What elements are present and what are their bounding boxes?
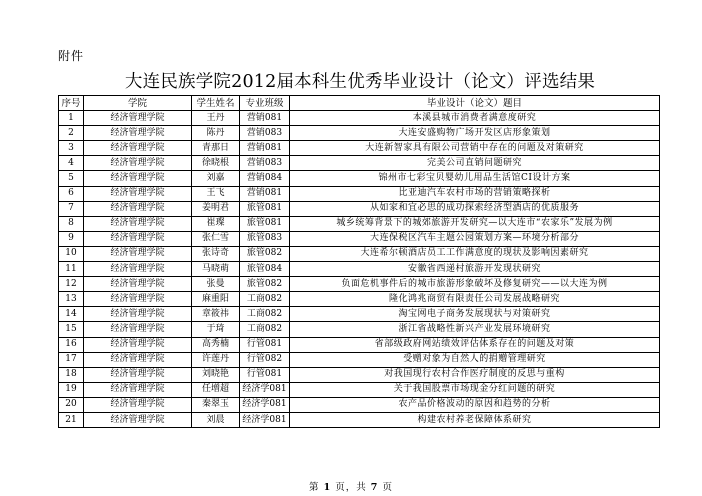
cell-no: 13 xyxy=(59,292,84,307)
cell-no: 1 xyxy=(59,111,84,126)
cell-no: 7 xyxy=(59,201,84,216)
footer-current-page: 1 xyxy=(323,482,332,493)
cell-topic: 锦州市七彩宝贝婴幼儿用品生活馆CI设计方案 xyxy=(290,171,660,186)
cell-topic: 对我国现行农村合作医疗制度的反思与重构 xyxy=(290,367,660,382)
cell-no: 15 xyxy=(59,322,84,337)
table-row xyxy=(59,277,660,292)
results-table xyxy=(58,95,660,428)
cell-college: 经济管理学院 xyxy=(84,126,192,141)
cell-topic: 淘宝网电子商务发展现状与对策研究 xyxy=(290,307,660,322)
cell-class: 行管082 xyxy=(240,352,290,367)
cell-student: 王飞 xyxy=(192,186,240,201)
cell-no: 10 xyxy=(59,246,84,261)
attachment-label: 附件 xyxy=(58,49,85,63)
cell-no: 19 xyxy=(59,382,84,397)
cell-college: 经济管理学院 xyxy=(84,367,192,382)
table-row xyxy=(59,231,660,246)
cell-class: 工商082 xyxy=(240,307,290,322)
header-student: 学生姓名 xyxy=(192,96,240,111)
cell-no: 3 xyxy=(59,141,84,156)
table-row xyxy=(59,292,660,307)
table-row xyxy=(59,337,660,352)
cell-class: 行管081 xyxy=(240,337,290,352)
cell-class: 营销081 xyxy=(240,141,290,156)
cell-class: 营销081 xyxy=(240,186,290,201)
cell-class: 旅管083 xyxy=(240,231,290,246)
cell-no: 6 xyxy=(59,186,84,201)
table-row xyxy=(59,171,660,186)
cell-class: 旅管082 xyxy=(240,246,290,261)
cell-college: 经济管理学院 xyxy=(84,111,192,126)
cell-college: 经济管理学院 xyxy=(84,262,192,277)
cell-topic: 大连保税区汽车主题公园策划方案—环境分析部分 xyxy=(290,231,660,246)
cell-topic: 安徽省西递村旅游开发现状研究 xyxy=(290,262,660,277)
table-row xyxy=(59,352,660,367)
cell-no: 8 xyxy=(59,216,84,231)
table-row xyxy=(59,156,660,171)
table-row xyxy=(59,186,660,201)
cell-college: 经济管理学院 xyxy=(84,141,192,156)
cell-topic: 隆化鸿兆商贸有限责任公司发展战略研究 xyxy=(290,292,660,307)
cell-student: 于琦 xyxy=(192,322,240,337)
cell-topic: 完美公司直销问题研究 xyxy=(290,156,660,171)
cell-no: 2 xyxy=(59,126,84,141)
table-body xyxy=(59,111,660,428)
cell-topic: 负面危机事件后的城市旅游形象破坏及修复研究——以大连为例 xyxy=(290,277,660,292)
cell-class: 旅管084 xyxy=(240,262,290,277)
cell-student: 任增超 xyxy=(192,382,240,397)
cell-college: 经济管理学院 xyxy=(84,216,192,231)
cell-class: 行管081 xyxy=(240,367,290,382)
cell-student: 麻重阳 xyxy=(192,292,240,307)
table-row xyxy=(59,216,660,231)
cell-college: 经济管理学院 xyxy=(84,186,192,201)
cell-no: 20 xyxy=(59,397,84,412)
cell-student: 秦翠玉 xyxy=(192,397,240,412)
table-row xyxy=(59,307,660,322)
cell-student: 姜明君 xyxy=(192,201,240,216)
cell-class: 营销084 xyxy=(240,171,290,186)
cell-class: 营销083 xyxy=(240,156,290,171)
cell-college: 经济管理学院 xyxy=(84,337,192,352)
cell-no: 4 xyxy=(59,156,84,171)
document-title: 大连民族学院2012届本科生优秀毕业设计（论文）评选结果 xyxy=(124,72,596,92)
header-no: 序号 xyxy=(59,96,84,111)
cell-class: 旅管082 xyxy=(240,277,290,292)
cell-no: 16 xyxy=(59,337,84,352)
footer-middle: 页，共 xyxy=(335,482,367,493)
footer-total-pages: 7 xyxy=(370,482,379,493)
cell-class: 经济学081 xyxy=(240,412,290,427)
cell-class: 营销083 xyxy=(240,126,290,141)
table-row xyxy=(59,126,660,141)
table-row xyxy=(59,246,660,261)
cell-college: 经济管理学院 xyxy=(84,201,192,216)
table-row xyxy=(59,141,660,156)
cell-college: 经济管理学院 xyxy=(84,397,192,412)
cell-no: 9 xyxy=(59,231,84,246)
cell-student: 刘嘉 xyxy=(192,171,240,186)
cell-no: 21 xyxy=(59,412,84,427)
cell-no: 17 xyxy=(59,352,84,367)
page-footer xyxy=(0,479,702,493)
cell-topic: 农产品价格波动的原因和趋势的分析 xyxy=(290,397,660,412)
cell-college: 经济管理学院 xyxy=(84,277,192,292)
cell-no: 11 xyxy=(59,262,84,277)
table-row xyxy=(59,412,660,427)
cell-student: 崔璨 xyxy=(192,216,240,231)
cell-class: 旅管081 xyxy=(240,201,290,216)
cell-college: 经济管理学院 xyxy=(84,352,192,367)
cell-student: 张仁雪 xyxy=(192,231,240,246)
cell-topic: 比亚迪汽车农村市场的营销策略探析 xyxy=(290,186,660,201)
cell-class: 旅管081 xyxy=(240,216,290,231)
header-topic: 毕业设计（论文）题目 xyxy=(290,96,660,111)
cell-student: 许莲丹 xyxy=(192,352,240,367)
cell-class: 营销081 xyxy=(240,111,290,126)
cell-class: 经济学081 xyxy=(240,382,290,397)
table-row xyxy=(59,322,660,337)
cell-student: 章筱祎 xyxy=(192,307,240,322)
cell-topic: 大连安盛购物广场开发区店形象策划 xyxy=(290,126,660,141)
cell-student: 张诗奇 xyxy=(192,246,240,261)
table-row xyxy=(59,397,660,412)
cell-student: 青那日 xyxy=(192,141,240,156)
table-row xyxy=(59,201,660,216)
cell-student: 张曼 xyxy=(192,277,240,292)
cell-no: 18 xyxy=(59,367,84,382)
cell-topic: 构建农村养老保障体系研究 xyxy=(290,412,660,427)
cell-topic: 受赠对象为自然人的捐赠管理研究 xyxy=(290,352,660,367)
cell-college: 经济管理学院 xyxy=(84,382,192,397)
cell-topic: 大连希尔顿酒店员工工作满意度的现状及影响因素研究 xyxy=(290,246,660,261)
cell-student: 陈丹 xyxy=(192,126,240,141)
cell-class: 工商082 xyxy=(240,292,290,307)
cell-topic: 本溪县城市消费者满意度研究 xyxy=(290,111,660,126)
table-row xyxy=(59,367,660,382)
cell-topic: 浙江省战略性新兴产业发展环境研究 xyxy=(290,322,660,337)
header-college: 学院 xyxy=(84,96,192,111)
table-row xyxy=(59,262,660,277)
cell-student: 马晓萌 xyxy=(192,262,240,277)
cell-no: 5 xyxy=(59,171,84,186)
cell-college: 经济管理学院 xyxy=(84,307,192,322)
header-class: 专业班级 xyxy=(240,96,290,111)
cell-topic: 从如家和宜必思的成功探索经济型酒店的优质服务 xyxy=(290,201,660,216)
cell-student: 刘晓艳 xyxy=(192,367,240,382)
table-header-row xyxy=(59,96,660,111)
cell-no: 12 xyxy=(59,277,84,292)
cell-college: 经济管理学院 xyxy=(84,171,192,186)
cell-student: 刘晨 xyxy=(192,412,240,427)
cell-student: 高秀楠 xyxy=(192,337,240,352)
cell-no: 14 xyxy=(59,307,84,322)
footer-suffix: 页 xyxy=(382,482,393,493)
cell-topic: 城乡统筹背景下的城郊旅游开发研究—以大连市“农家乐”发展为例 xyxy=(290,216,660,231)
cell-topic: 大连新智家具有限公司营销中存在的问题及对策研究 xyxy=(290,141,660,156)
cell-class: 经济学081 xyxy=(240,397,290,412)
cell-college: 经济管理学院 xyxy=(84,322,192,337)
cell-college: 经济管理学院 xyxy=(84,412,192,427)
footer-prefix: 第 xyxy=(309,482,320,493)
cell-college: 经济管理学院 xyxy=(84,156,192,171)
cell-college: 经济管理学院 xyxy=(84,292,192,307)
table-row xyxy=(59,111,660,126)
table-row xyxy=(59,382,660,397)
cell-student: 王丹 xyxy=(192,111,240,126)
cell-class: 工商082 xyxy=(240,322,290,337)
cell-student: 徐晓根 xyxy=(192,156,240,171)
cell-topic: 关于我国股票市场现金分红问题的研究 xyxy=(290,382,660,397)
cell-college: 经济管理学院 xyxy=(84,246,192,261)
cell-topic: 省部级政府网站绩效评估体系存在的问题及对策 xyxy=(290,337,660,352)
cell-college: 经济管理学院 xyxy=(84,231,192,246)
